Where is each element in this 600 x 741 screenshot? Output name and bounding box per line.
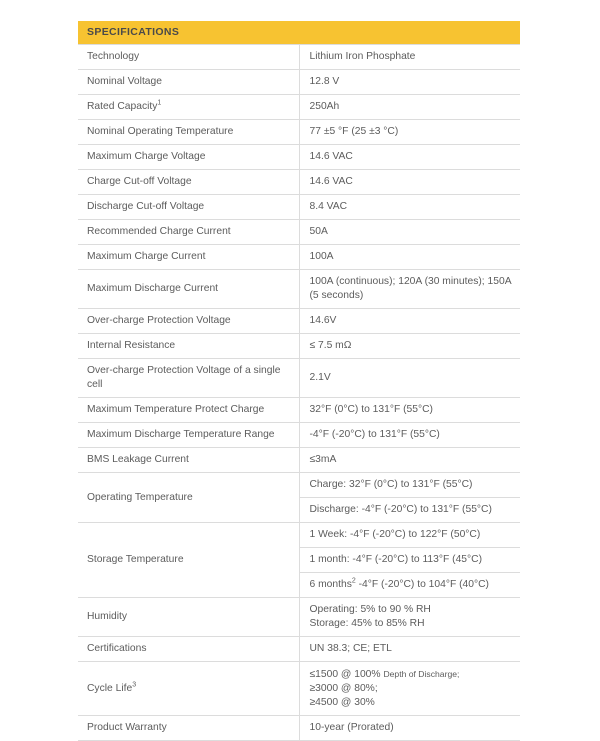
row-label-text: Over-charge Protection Voltage <box>87 315 231 326</box>
row-label-text: Internal Resistance <box>87 340 176 351</box>
row-value: 8.4 VAC <box>299 195 520 220</box>
row-label-text: Technology <box>87 51 140 62</box>
cycle-life-100pct: ≤1500 @ 100% <box>309 669 384 680</box>
row-label-text: Maximum Temperature Protect Charge <box>87 404 265 415</box>
row-label: Humidity <box>78 598 299 637</box>
row-value: ≤ 7.5 mΩ <box>299 334 520 359</box>
row-value: 100A <box>299 245 520 270</box>
table-row <box>78 145 520 170</box>
table-body <box>78 45 520 741</box>
row-value <box>299 598 520 637</box>
row-value: 10-year (Prorated) <box>299 716 520 741</box>
table-row-humidity <box>78 598 520 637</box>
table-row-cycle-life <box>78 662 520 716</box>
row-label <box>78 120 299 145</box>
row-value: -4°F (-20°C) to 131°F (55°C) <box>299 423 520 448</box>
row-label <box>78 309 299 334</box>
table-row-storage-temperature <box>78 523 520 598</box>
cycle-life-label-text: Cycle Life <box>87 682 133 694</box>
row-value: 2.1V <box>299 359 520 398</box>
table-row <box>78 45 520 70</box>
row-label <box>78 334 299 359</box>
table-row <box>78 195 520 220</box>
storage-6months-range: -4°F (-20°C) to 104°F (40°C) <box>355 579 489 590</box>
footnote-marker-3: 3 <box>132 681 137 689</box>
row-value <box>299 473 520 523</box>
table-row <box>78 170 520 195</box>
row-label: Operating Temperature <box>78 473 299 523</box>
table-row <box>78 423 520 448</box>
table-row <box>78 334 520 359</box>
storage-6months-prefix: 6 months <box>309 579 352 590</box>
cycle-life-line-1 <box>310 667 513 682</box>
row-value: UN 38.3; CE; ETL <box>299 637 520 662</box>
table-row <box>78 95 520 120</box>
row-label-text: BMS Leakage Current <box>87 454 189 465</box>
row-value: 14.6V <box>299 309 520 334</box>
row-label: Product Warranty <box>78 716 299 741</box>
table-row <box>78 220 520 245</box>
row-value: Lithium Iron Phosphate <box>299 45 520 70</box>
row-label <box>78 245 299 270</box>
cycle-life-line-2: ≥3000 @ 80%; <box>309 683 378 694</box>
cycle-life-line-3: ≥4500 @ 30% <box>309 697 375 708</box>
row-label <box>78 448 299 473</box>
table-row-operating-temperature <box>78 473 520 523</box>
row-label-text: Nominal Voltage <box>87 76 162 87</box>
row-label-text: Rated Capacity <box>87 101 158 112</box>
row-value: 14.6 VAC <box>299 170 520 195</box>
footnote-marker-2: 2 <box>351 577 356 585</box>
table-header-row <box>78 21 520 45</box>
table-row <box>78 398 520 423</box>
table-row-certifications <box>78 637 520 662</box>
row-label <box>78 398 299 423</box>
row-label <box>78 359 299 398</box>
table-row-product-warranty <box>78 716 520 741</box>
row-label <box>78 423 299 448</box>
specifications-title: SPECIFICATIONS <box>78 21 520 45</box>
row-label <box>78 662 299 716</box>
storage-temperature-1week: 1 Week: -4°F (-20°C) to 122°F (50°C) <box>309 529 481 540</box>
table-row <box>78 70 520 95</box>
row-label: Storage Temperature <box>78 523 299 598</box>
table-row <box>78 120 520 145</box>
row-value <box>299 662 520 716</box>
row-label: Certifications <box>78 637 299 662</box>
row-value <box>299 523 520 598</box>
row-label-text: Over-charge Protection Voltage of a single cell <box>87 365 281 390</box>
row-label <box>78 45 299 70</box>
operating-temperature-charge: Charge: 32°F (0°C) to 131°F (55°C) <box>309 479 473 490</box>
row-value: 100A (continuous); 120A (30 minutes); 150A (5 seconds) <box>299 270 520 309</box>
row-label-text: Maximum Charge Voltage <box>87 151 206 162</box>
table-row <box>78 270 520 309</box>
row-label <box>78 170 299 195</box>
humidity-storage: Storage: 45% to 85% RH <box>309 618 425 629</box>
row-value: 14.6 VAC <box>299 145 520 170</box>
storage-temperature-1month: 1 month: -4°F (-20°C) to 113°F (45°C) <box>300 547 521 572</box>
row-label-text: Maximum Discharge Current <box>87 283 219 294</box>
storage-temperature-6months <box>300 572 521 597</box>
row-label-text: Charge Cut-off Voltage <box>87 176 192 187</box>
row-value: 250Ah <box>299 95 520 120</box>
row-label <box>78 145 299 170</box>
row-label-text: Maximum Discharge Temperature Range <box>87 429 275 440</box>
row-label-text: Nominal Operating Temperature <box>87 126 234 137</box>
row-value: 32°F (0°C) to 131°F (55°C) <box>299 398 520 423</box>
row-label <box>78 70 299 95</box>
table-row <box>78 245 520 270</box>
cycle-life-dod-note: Depth of Discharge; <box>383 669 460 679</box>
row-value: ≤3mA <box>299 448 520 473</box>
row-label-text: Discharge Cut-off Voltage <box>87 201 205 212</box>
row-label-text: Maximum Charge Current <box>87 251 206 262</box>
humidity-operating: Operating: 5% to 90 % RH <box>309 604 431 615</box>
row-label <box>78 270 299 309</box>
table-row <box>78 359 520 398</box>
operating-temperature-discharge: Discharge: -4°F (-20°C) to 131°F (55°C) <box>300 497 521 522</box>
row-value: 50A <box>299 220 520 245</box>
table-header <box>78 21 520 45</box>
table-row <box>78 448 520 473</box>
footnote-marker-1: 1 <box>157 99 162 107</box>
row-label <box>78 220 299 245</box>
row-label <box>78 195 299 220</box>
table-row <box>78 309 520 334</box>
row-label-text: Recommended Charge Current <box>87 226 231 237</box>
row-label <box>78 95 299 120</box>
row-value: 12.8 V <box>299 70 520 95</box>
specifications-table <box>78 21 520 741</box>
row-value: 77 ±5 °F (25 ±3 °C) <box>299 120 520 145</box>
